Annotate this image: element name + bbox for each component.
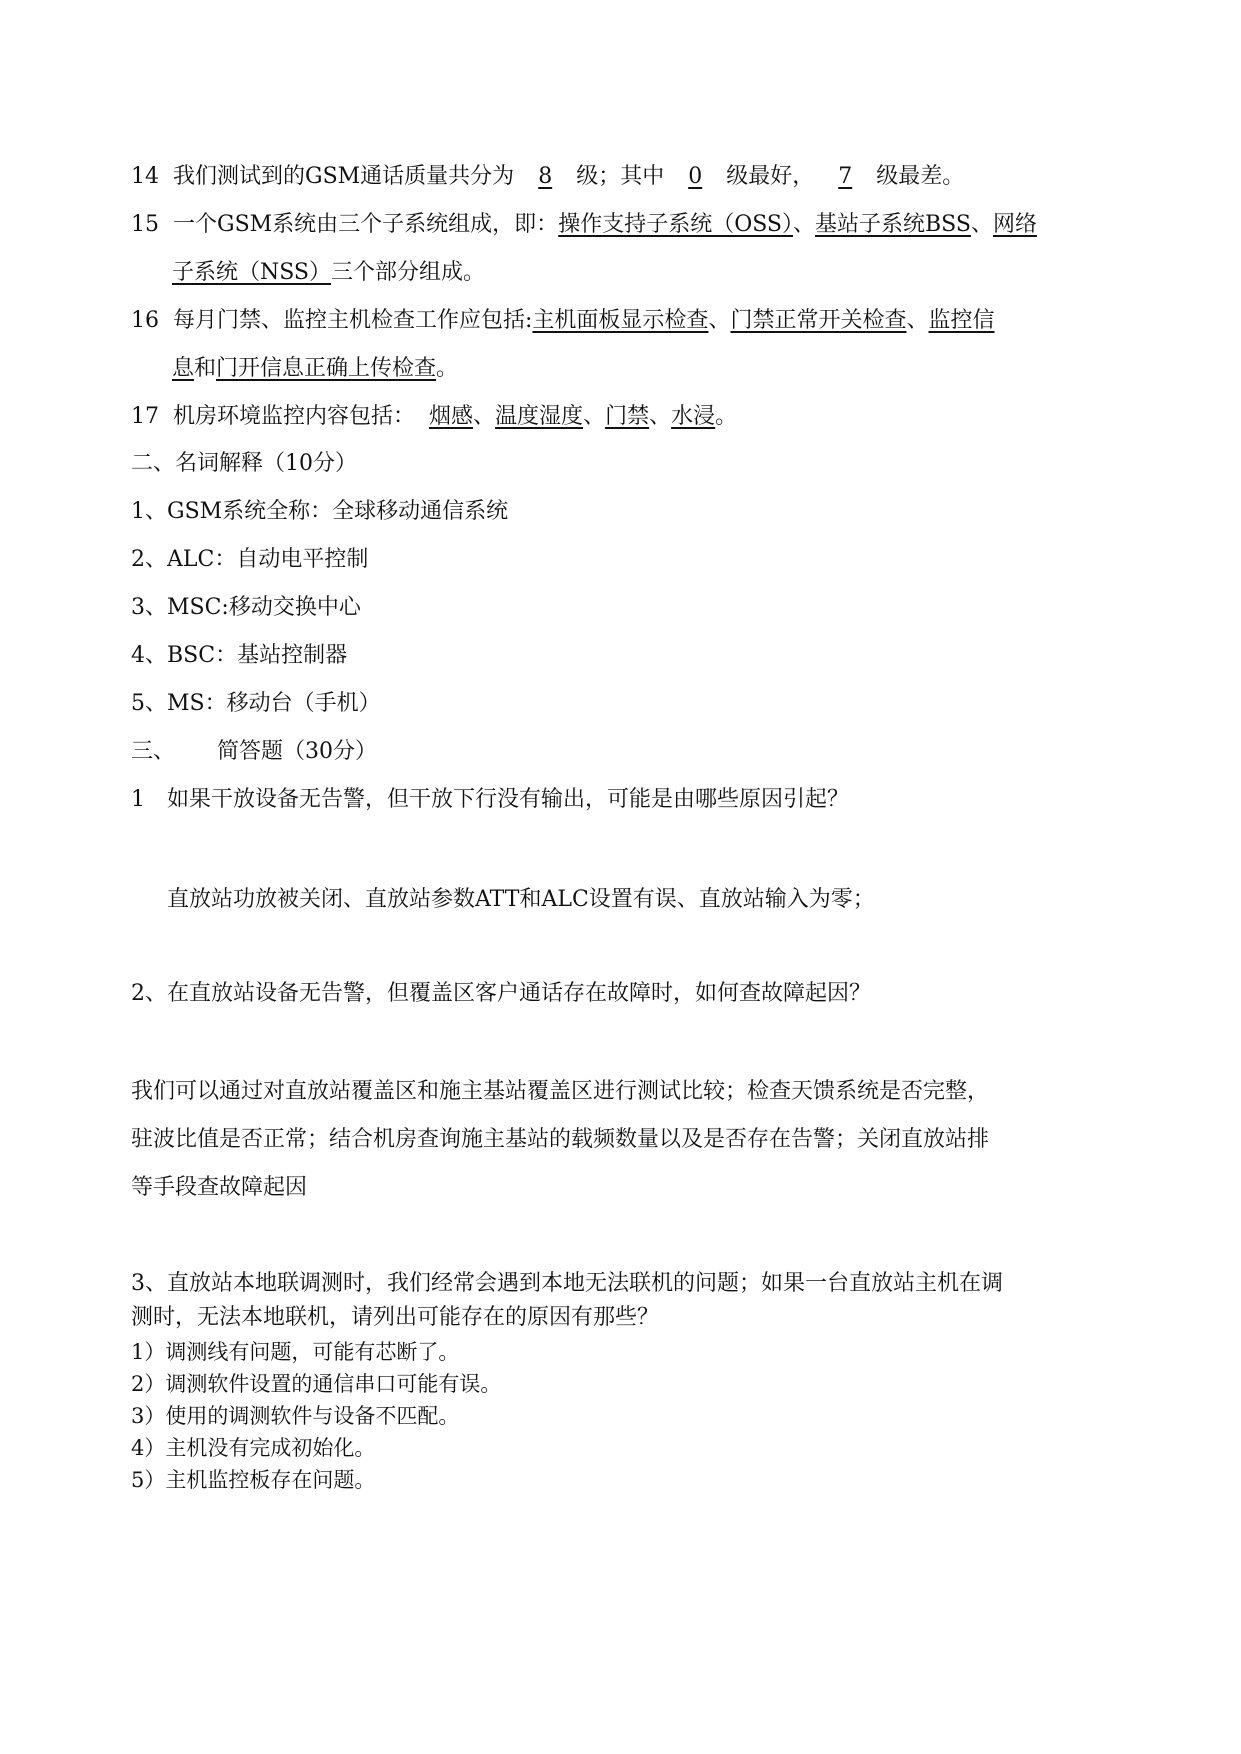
list-item: 2）调测软件设置的通信串口可能有误。 (131, 1372, 502, 1396)
list-item: 5）主机监控板存在问题。 (131, 1468, 376, 1492)
answer-blank: 水浸 (671, 404, 716, 429)
answer-blank: 门禁 (605, 404, 650, 429)
list-item: 3）使用的调测软件与设备不匹配。 (131, 1404, 460, 1428)
answer-blank: 监控信 (928, 308, 995, 333)
question-number: 16 (131, 308, 159, 333)
answer-blank: 基站子系统BSS (815, 212, 971, 237)
list-item: 4）主机没有完成初始化。 (131, 1436, 376, 1460)
answer-text: 直放站功放被关闭、直放站参数ATT和ALC设置有误、直放站输入为零； (167, 887, 875, 912)
question-text: 3、直放站本地联调测时，我们经常会遇到本地无法联机的问题；如果一台直放站主机在调 (131, 1271, 1004, 1296)
term-item: 2、ALC：自动电平控制 (131, 547, 369, 572)
answer-blank: 7 (838, 164, 853, 189)
answer-blank: 门禁正常开关检查 (730, 308, 907, 333)
answer-text: 我们可以通过对直放站覆盖区和施主基站覆盖区进行测试比较；检查天馈系统是否完整， (131, 1079, 990, 1104)
question-number: 15 (131, 212, 159, 237)
answer-blank: 子系统（NSS） (172, 260, 332, 285)
question-17: 17 机房环境监控内容包括： 烟感、温度湿度、门禁、水浸。 (131, 402, 737, 432)
question-text: 测时，无法本地联机，请列出可能存在的原因有那些？ (131, 1305, 660, 1330)
question-15: 15 一个GSM系统由三个子系统组成，即：操作支持子系统（OSS）、基站子系统BSS、网络 (131, 210, 1037, 240)
answer-blank: 烟感 (429, 404, 474, 429)
term-item: 5、MS：移动台（手机） (131, 691, 381, 716)
section-heading: 三、 简答题（30分） (131, 739, 378, 764)
answer-text: 等手段查故障起因 (131, 1175, 308, 1200)
question-text: 1 如果干放设备无告警，但干放下行没有输出，可能是由哪些原因引起？ (131, 787, 849, 812)
list-item: 1）调测线有问题，可能有芯断了。 (131, 1340, 460, 1364)
term-item: 3、MSC:移动交换中心 (131, 595, 361, 620)
answer-text: 驻波比值是否正常；结合机房查询施主基站的载频数量以及是否存在告警；关闭直放站排 (131, 1127, 990, 1152)
answer-blank: 门开信息正确上传检查 (216, 356, 437, 381)
question-16-cont: 息和门开信息正确上传检查。 (172, 356, 459, 381)
answer-blank: 网络 (992, 212, 1037, 237)
answer-blank: 息 (172, 356, 195, 381)
question-15-cont: 子系统（NSS）三个部分组成。 (172, 260, 486, 285)
answer-blank: 8 (538, 164, 553, 189)
question-text: 2、在直放站设备无告警，但覆盖区客户通话存在故障时，如何查故障起因？ (131, 981, 871, 1006)
question-14: 14 我们测试到的GSM通话质量共分为 8 级；其中 0 级最好， 7 级最差。 (131, 162, 964, 192)
question-number: 17 (131, 404, 159, 429)
question-16: 16 每月门禁、监控主机检查工作应包括:主机面板显示检查、门禁正常开关检查、监控信 (131, 306, 995, 336)
answer-blank: 操作支持子系统（OSS） (558, 212, 793, 237)
question-number: 14 (131, 164, 159, 189)
answer-blank: 主机面板显示检查 (532, 308, 709, 333)
term-item: 4、BSC：基站控制器 (131, 643, 348, 668)
answer-blank: 0 (688, 164, 703, 189)
term-item: 1、GSM系统全称：全球移动通信系统 (131, 499, 509, 524)
answer-blank: 温度湿度 (495, 404, 584, 429)
section-heading: 二、名词解释（10分） (131, 451, 357, 476)
